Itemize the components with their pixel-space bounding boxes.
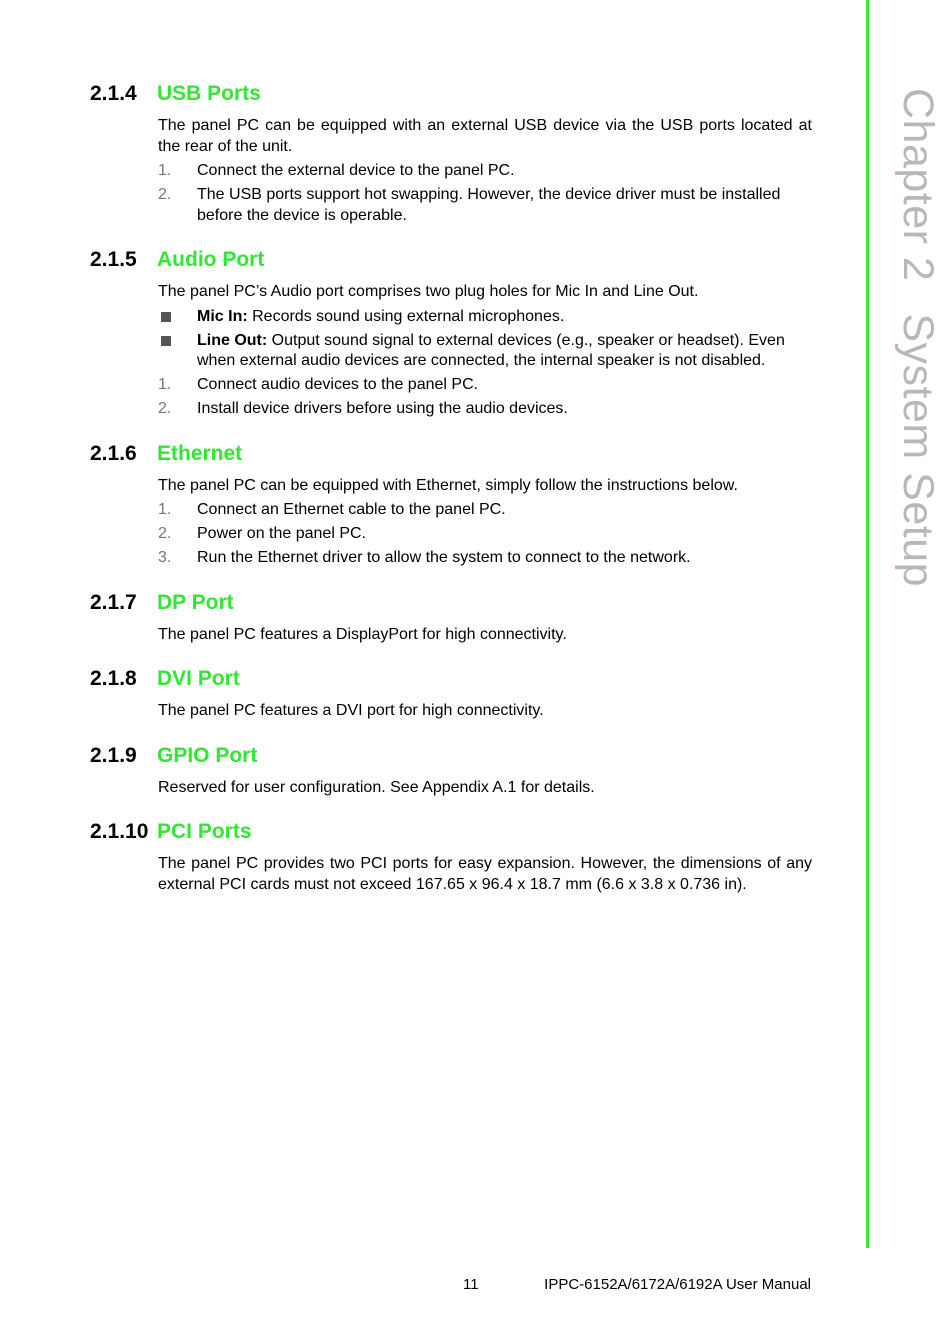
list-item [158, 375, 812, 396]
bullet-text: Output sound signal to external devices (e.g., speaker or headset). Even when external audio devices are connected, the internal speaker is not disabled. [197, 331, 785, 369]
list-item [158, 185, 812, 226]
section-title: USB Ports [157, 82, 261, 105]
manual-title: IPPC-6152A/6172A/6192A User Manual [544, 1276, 811, 1293]
section-number: 2.1.8 [90, 667, 137, 690]
section-title: DP Port [157, 590, 234, 614]
section-dvi-port [90, 667, 812, 722]
section-heading [90, 591, 812, 621]
step-number: 2. [158, 186, 172, 203]
section-number: 2.1.4 [90, 82, 137, 105]
section-number: 2.1.10 [90, 820, 149, 843]
section-title: GPIO Port [157, 743, 258, 767]
side-rule [866, 0, 869, 1248]
section-intro: The panel PC can be equipped with an external USB device via the USB ports located at the rear of the unit. [158, 117, 812, 155]
section-number: 2.1.7 [90, 590, 137, 614]
section-intro: The panel PC features a DisplayPort for high connectivity. [158, 625, 567, 643]
section-dp-port [90, 591, 812, 646]
section-heading [90, 820, 812, 850]
bullet-label: Mic In: [197, 307, 248, 325]
list-item [158, 500, 812, 521]
section-intro: The panel PC features a DVI port for high connectivity. [158, 702, 544, 719]
step-number: 2. [158, 400, 172, 417]
step-number: 1. [158, 501, 172, 518]
bullet-label: Line Out: [197, 331, 268, 349]
section-gpio-port [90, 744, 812, 799]
section-heading [90, 442, 812, 472]
step-text: Run the Ethernet driver to allow the system to connect to the network. [197, 549, 691, 566]
section-title: Ethernet [157, 441, 243, 465]
section-intro: The panel PC can be equipped with Ethernet, simply follow the instructions below. [158, 476, 738, 494]
section-title: Audio Port [157, 248, 265, 271]
step-text: Connect an Ethernet cable to the panel PC. [197, 501, 506, 518]
chapter-title: System Setup [894, 313, 942, 588]
step-text: Connect the external device to the panel PC. [197, 162, 515, 179]
section-number: 2.1.5 [90, 248, 137, 271]
page-content [90, 82, 812, 917]
list-item [158, 161, 812, 182]
step-number: 1. [158, 376, 172, 393]
bullet-item [158, 307, 812, 328]
list-item [158, 399, 812, 420]
list-item [158, 548, 812, 569]
chapter-tab [891, 88, 950, 588]
step-text: The USB ports support hot swapping. However, the device driver must be installed before the device is operable. [197, 186, 781, 224]
section-audio-port [90, 248, 812, 420]
section-heading [90, 248, 812, 278]
step-number: 2. [158, 525, 172, 542]
section-usb-ports [90, 82, 812, 226]
square-bullet-icon [161, 336, 171, 346]
bullet-text: Records sound using external microphones. [247, 307, 565, 325]
section-heading [90, 667, 812, 697]
section-title: DVI Port [157, 667, 240, 690]
section-number: 2.1.6 [90, 441, 137, 465]
section-number: 2.1.9 [90, 743, 137, 767]
section-intro: The panel PC’s Audio port comprises two plug holes for Mic In and Line Out. [158, 283, 699, 300]
list-item [158, 524, 812, 545]
square-bullet-icon [161, 312, 171, 322]
section-heading [90, 744, 812, 774]
chapter-label: Chapter 2 [894, 88, 942, 282]
section-pci-ports [90, 820, 812, 895]
step-number: 3. [158, 549, 172, 566]
step-number: 1. [158, 162, 172, 179]
step-text: Connect audio devices to the panel PC. [197, 376, 479, 393]
section-intro: Reserved for user configuration. See Appendix A.1 for details. [158, 778, 595, 796]
section-ethernet [90, 442, 812, 569]
step-text: Power on the panel PC. [197, 525, 366, 542]
section-heading [90, 82, 812, 112]
chapter-tab-text [893, 88, 942, 587]
section-title: PCI Ports [157, 820, 252, 843]
step-text: Install device drivers before using the audio devices. [197, 400, 568, 417]
page-number: 11 [463, 1276, 479, 1293]
bullet-item [158, 331, 812, 372]
section-intro: The panel PC provides two PCI ports for easy expansion. However, the dimensions of any external PCI cards must not exceed 167.65 x 96.4 x 18.7 mm (6.6 x 3.8 x 0.736 in). [158, 855, 812, 893]
